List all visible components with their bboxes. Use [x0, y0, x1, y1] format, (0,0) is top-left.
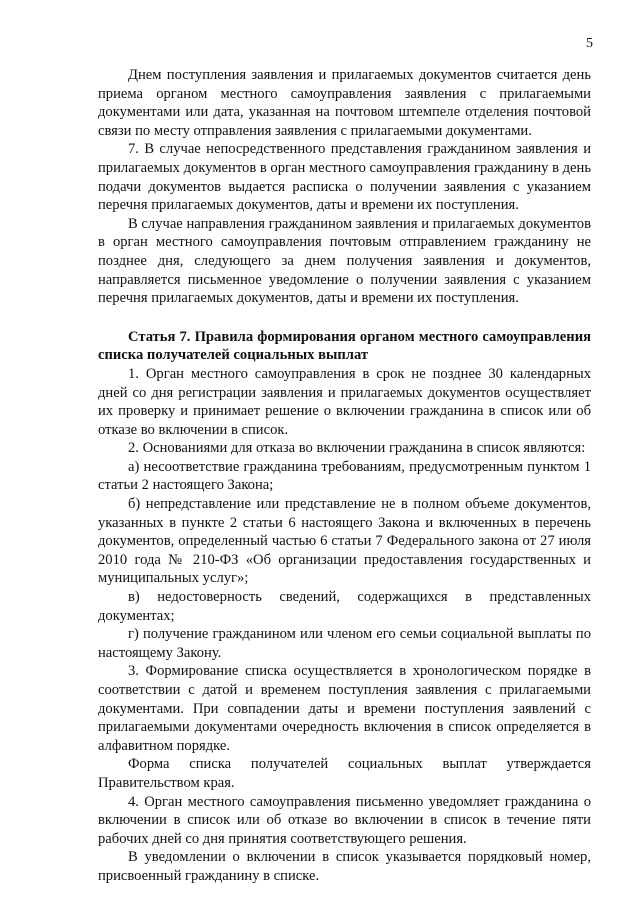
- paragraph-item-2v: в) недостоверность сведений, содержащихся в представленных документах;: [98, 589, 591, 624]
- paragraph-item-4: 4. Орган местного самоуправления письменно уведомляет гражданина о включении в список или об отказе во включении в список в течение пяти рабочих дней со дня принятия соответствующего решения.: [98, 793, 591, 847]
- paragraph-list-form: Форма списка получателей социальных выплат утверждается Правительством края.: [98, 756, 591, 791]
- document-body: [98, 66, 591, 886]
- paragraph-postal-notice: В случае направления гражданином заявления и прилагаемых документов в орган местного самоуправления почтовым отправлением гражданину не позднее дня, следующего за днем получения заявления и документов, направляется письменное уведомление о получении заявления с указанием перечня прилагаемых документов, даты и времени их поступления.: [98, 215, 591, 307]
- paragraph-notice-number: В уведомлении о включении в список указывается порядковый номер, присвоенный гражданину в списке.: [98, 849, 591, 884]
- paragraph-receipt-date: Днем поступления заявления и прилагаемых документов считается день приема органом местного самоуправления заявления с прилагаемыми документами или дата, указанная на почтовом штемпеле отделения почтовой связи по месту отправления заявления с прилагаемыми документами.: [98, 67, 591, 139]
- paragraph-item-3: 3. Формирование списка осуществляется в хронологическом порядке в соответствии с датой и временем поступления заявления с прилагаемыми документами. При совпадении даты и времени поступления заявлений с прилагаемыми документами очередность включения в список определяется в алфавитном порядке.: [98, 663, 591, 754]
- paragraph-item-2g: г) получение гражданином или членом его семьи социальной выплаты по настоящему Закону.: [98, 626, 591, 661]
- article-7-heading: Статья 7. Правила формирования органом местного самоуправления списка получателей социальных выплат: [98, 328, 591, 364]
- paragraph-item-2: 2. Основаниями для отказа во включении гражданина в список являются:: [128, 440, 586, 457]
- paragraph-item-1: 1. Орган местного самоуправления в срок не позднее 30 календарных дней со дня регистрации заявления и прилагаемых документов осуществляет их проверку и принимает решение о включении гражданина в список или об отказе во включении в список.: [98, 365, 591, 438]
- paragraph-item-2a: а) несоответствие гражданина требованиям, предусмотренным пунктом 1 статьи 2 настоящего Закона;: [98, 458, 591, 494]
- paragraph-item-2b: б) непредставление или представление не в полном объеме документов, указанных в пункте 2 статьи 6 настоящего Закона и включенных в перечень документов, определенный частью 6 статьи 7 Федерального закона от 27 июля 2010 года № 210-ФЗ «Об организации предоставления государственных и муниципальных услуг»;: [98, 496, 591, 587]
- page-number: 5: [586, 36, 593, 51]
- paragraph-item-7: 7. В случае непосредственного представления гражданином заявления и прилагаемых документов в орган местного самоуправления гражданину в день подачи документов выдается расписка о получении заявления с указанием перечня прилагаемых документов, даты и времени их поступления.: [98, 141, 591, 214]
